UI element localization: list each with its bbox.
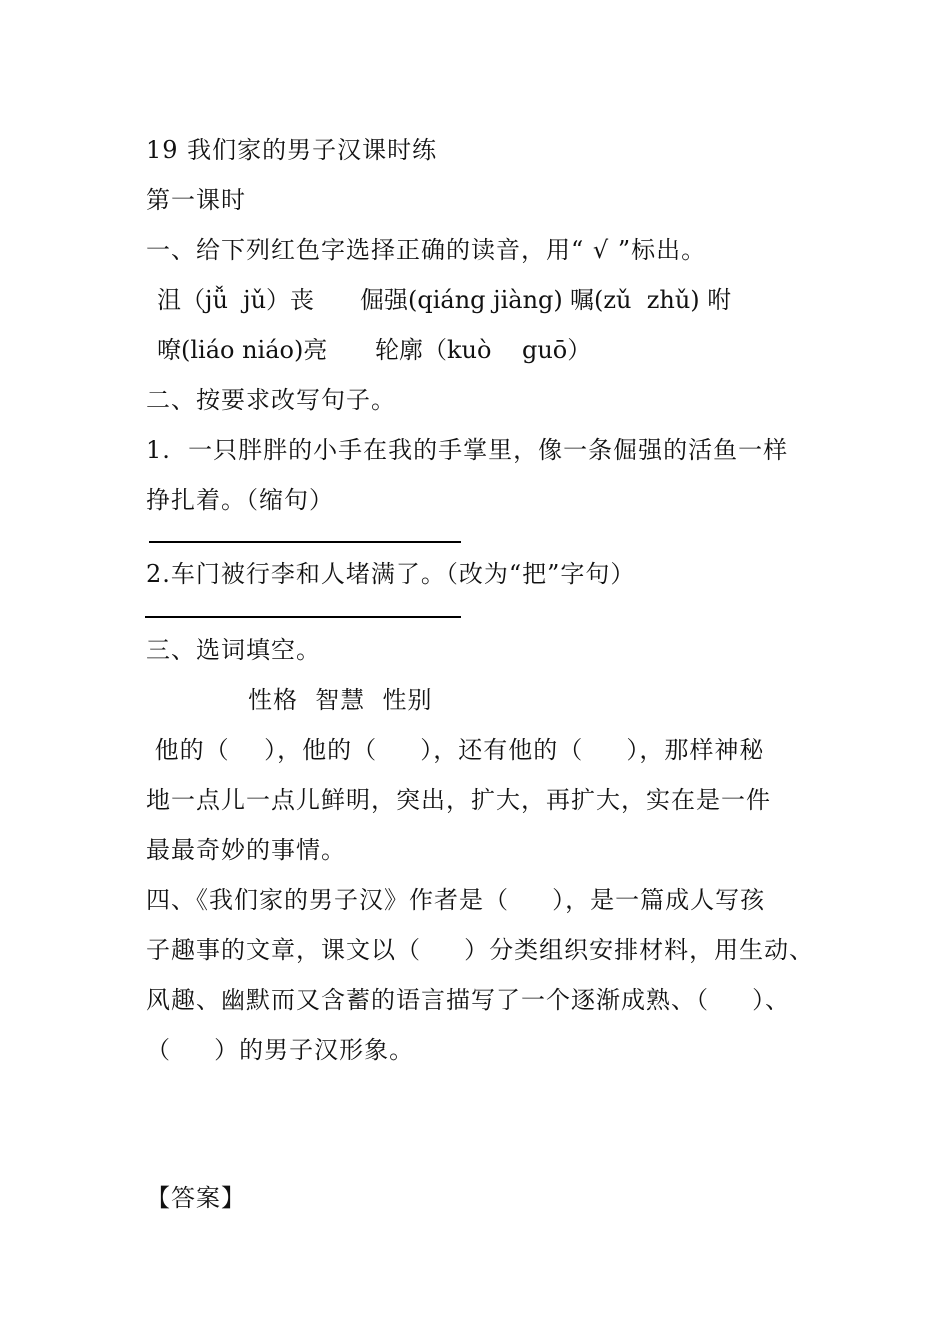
q2-answer-line-2 (145, 616, 461, 618)
q4-line2: 子趣事的文章，课文以（ ）分类组织安排材料，用生动、 (146, 936, 815, 964)
q1-item-lunkuo: 轮廓（kuò guō） (375, 336, 592, 364)
q3-line2: 地一点儿一点儿鲜明，突出，扩大，再扩大，实在是一件 (146, 786, 771, 814)
q1-item-zhufu: 嘱(zǔ zhǔ) 咐 (570, 286, 732, 314)
lesson-label: 第一课时 (146, 186, 246, 214)
q3-heading: 三、选词填空。 (146, 636, 321, 664)
q2-item1-line1: 1. 一只胖胖的小手在我的手掌里，像一条倔强的活鱼一样 (146, 436, 789, 464)
q1-heading: 一、给下列红色字选择正确的读音，用“ √ ”标出。 (146, 236, 707, 264)
q3-line3: 最最奇妙的事情。 (146, 836, 346, 864)
q4-line1: 四、《我们家的男子汉》作者是（ ），是一篇成人写孩 (146, 886, 766, 914)
q2-heading: 二、按要求改写句子。 (146, 386, 396, 414)
answer-label: 【答案】 (146, 1184, 246, 1212)
q1-item-jusang: 沮（jǚ jǔ）丧 (157, 286, 315, 314)
q4-line3: 风趣、幽默而又含蓄的语言描写了一个逐渐成熟、（ ）、 (146, 986, 791, 1014)
q4-line4: （ ）的男子汉形象。 (146, 1036, 415, 1064)
q2-item2: 2.车门被行李和人堵满了。（改为“把”字句） (146, 560, 636, 588)
document-title: 19 我们家的男子汉课时练 (146, 136, 438, 164)
q2-answer-line-1 (149, 541, 461, 543)
q2-item1-line2: 挣扎着。（缩句） (146, 486, 334, 514)
q3-word-bank: 性格 智慧 性别 (248, 686, 433, 714)
q1-item-liaoliang: 嘹(liáo niáo)亮 (157, 336, 328, 364)
q3-line1: 他的（ ），他的（ ），还有他的（ ），那样神秘 (146, 736, 765, 764)
q1-item-juejiang: 倔强(qiáng jiàng) (360, 286, 563, 314)
